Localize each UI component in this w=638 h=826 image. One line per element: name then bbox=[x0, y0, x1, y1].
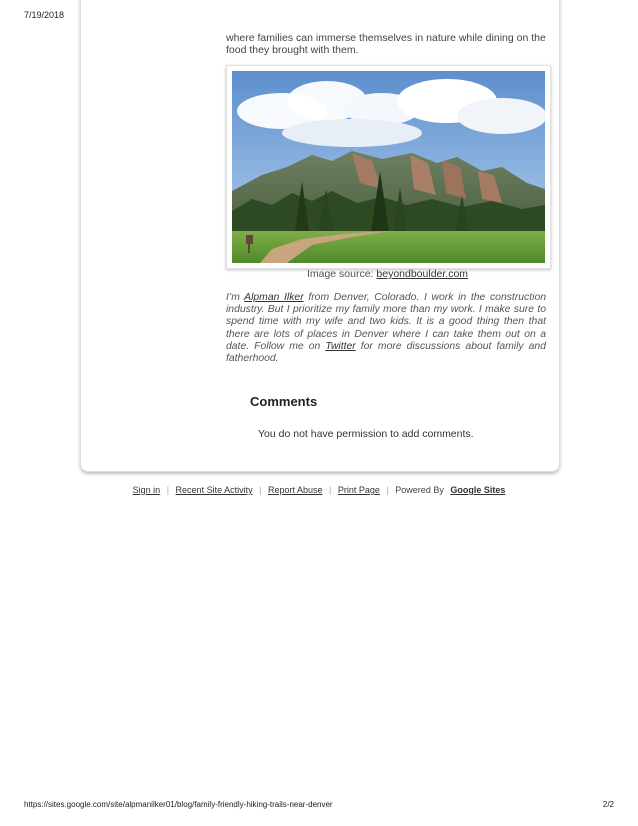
image-caption bbox=[226, 268, 549, 280]
post-intro-text: where families can immerse themselves in nature while dining on the food they brought with them. bbox=[226, 32, 546, 56]
print-header-date: 7/19/2018 bbox=[24, 10, 65, 20]
print-footer-page-number: 2/2 bbox=[602, 800, 614, 809]
footer-separator: | bbox=[386, 485, 389, 495]
print-page-link[interactable]: Print Page bbox=[337, 485, 380, 495]
caption-prefix: Image source: bbox=[306, 268, 377, 280]
recent-site-activity-link[interactable]: Recent Site Activity bbox=[175, 485, 253, 495]
report-abuse-link[interactable]: Report Abuse bbox=[267, 485, 323, 495]
sign-in-link[interactable]: Sign in bbox=[132, 485, 161, 495]
author-name-link[interactable]: Alpman Ilker bbox=[244, 292, 304, 303]
comments-heading: Comments bbox=[250, 394, 318, 409]
author-bio bbox=[226, 292, 546, 365]
print-footer-url: https://sites.google.com/site/alpmanilker01/blog/family-friendly-hiking-trails-near-denver bbox=[24, 800, 333, 809]
comments-permission-message: You do not have permission to add comments. bbox=[258, 428, 474, 440]
footer-separator: | bbox=[259, 485, 262, 495]
bio-text-1: I’m bbox=[226, 292, 245, 303]
image-source-link[interactable]: beyondboulder.com bbox=[376, 268, 469, 280]
site-footer bbox=[0, 485, 638, 495]
mountain-landscape-image bbox=[232, 71, 545, 263]
powered-by-text: Powered By bbox=[395, 485, 444, 495]
twitter-link[interactable]: Twitter bbox=[325, 340, 356, 352]
footer-separator: | bbox=[166, 485, 170, 495]
footer-separator: | bbox=[329, 485, 332, 495]
bio-text-3: for more discussions about family and fatherhood. bbox=[226, 340, 546, 365]
google-sites-link[interactable]: Google Sites bbox=[450, 485, 506, 495]
bio-text-2: from Denver, Colorado. I work in the construction industry. But I prioritize my family more than my work. I make sure to spend time with my wife and two kids. It is a good thing then that there are lots of places in Denver where I can take them out on a date. Follow me on bbox=[226, 292, 547, 352]
post-image bbox=[226, 65, 551, 269]
